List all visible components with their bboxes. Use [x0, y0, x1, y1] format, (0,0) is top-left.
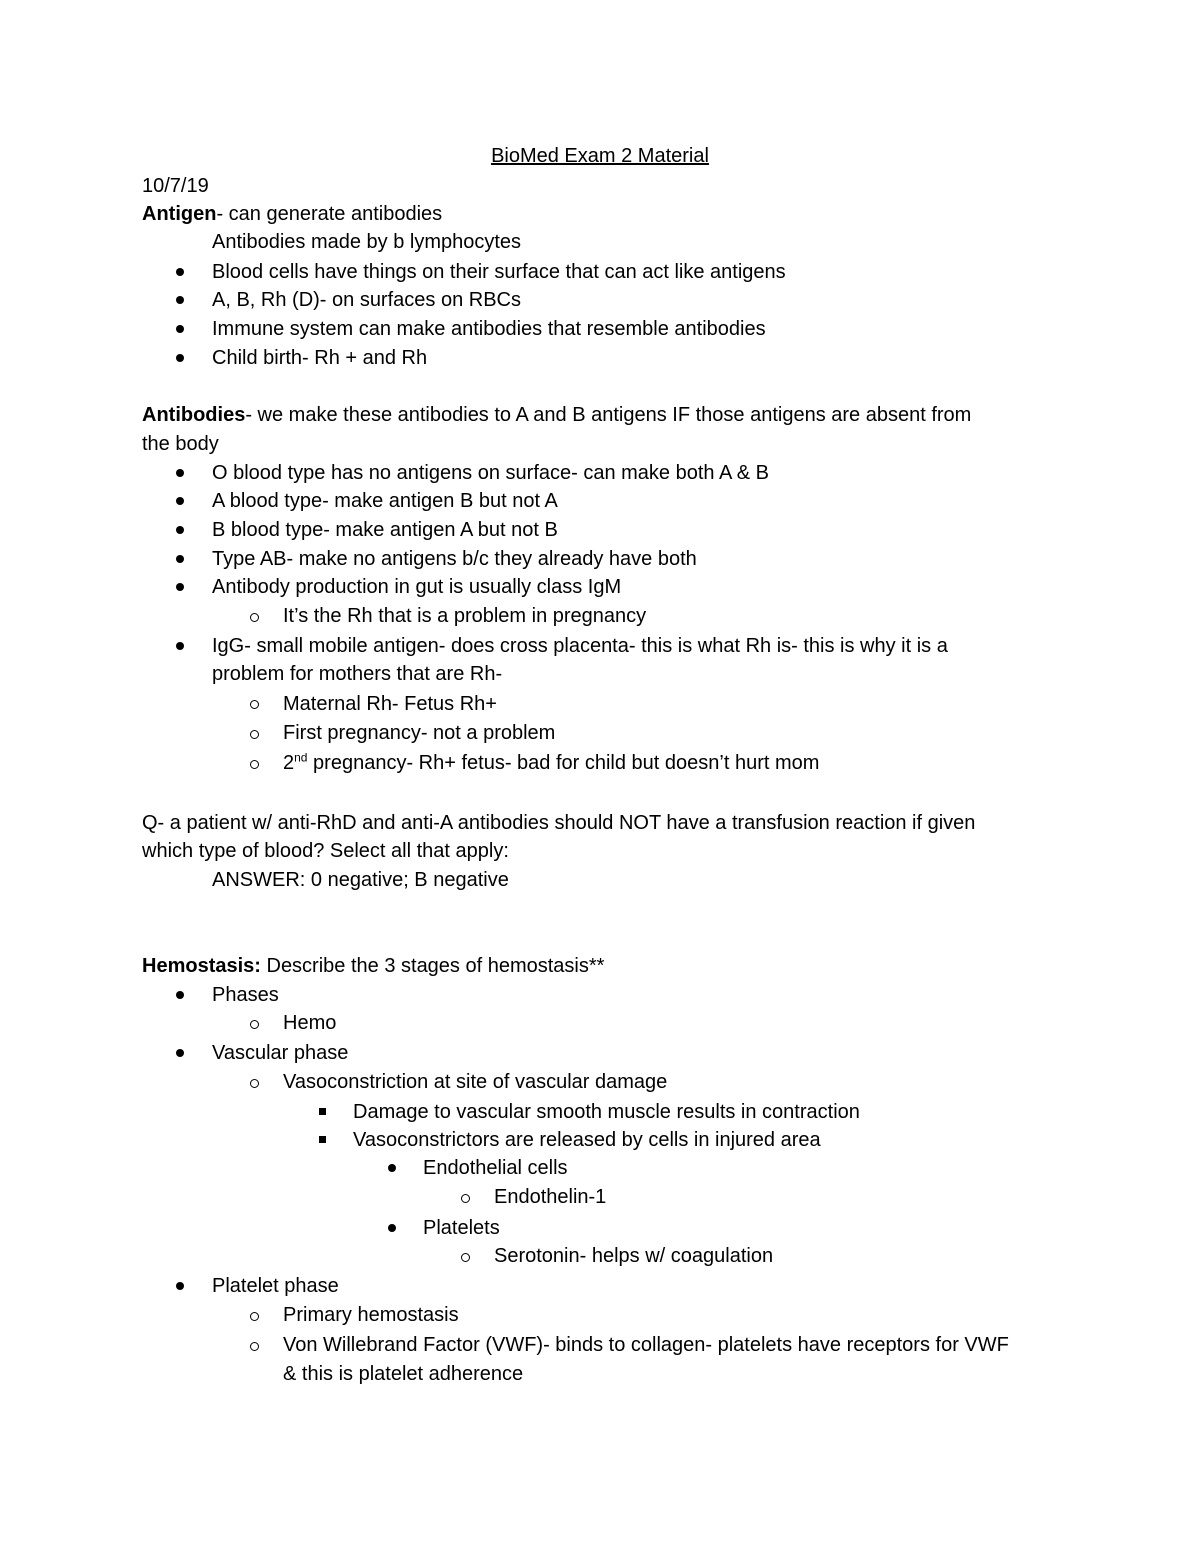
list-level4-item: Platelets	[423, 1217, 500, 1239]
list-item: Immune system can make antibodies that resemble antibodies	[212, 318, 766, 340]
antibodies-definition: - we make these antibodies to A and B antigens IF those antigens are absent from	[245, 404, 972, 426]
question-line: Q- a patient w/ anti-RhD and anti-A antibodies should NOT have a transfusion reaction if given	[142, 812, 976, 834]
bullet-dot-icon	[176, 991, 184, 999]
bullet-dot-icon	[176, 526, 184, 534]
hemostasis-prompt: Describe the 3 stages of hemostasis**	[260, 955, 605, 977]
list-item: O blood type has no antigens on surface- can make both A & B	[212, 462, 770, 484]
antigen-definition: - can generate antibodies	[216, 203, 443, 225]
bullet-circle-icon	[461, 1253, 470, 1262]
list-subitem: Von Willebrand Factor (VWF)- binds to collagen- platelets have receptors for VWF	[283, 1334, 1009, 1356]
list-item: A blood type- make antigen B but not A	[212, 490, 558, 512]
list-item: Blood cells have things on their surface that can act like antigens	[212, 261, 786, 283]
list-subitem: Primary hemostasis	[283, 1304, 459, 1326]
bullet-circle-icon	[250, 1079, 259, 1088]
bullet-dot-icon	[176, 1049, 184, 1057]
list-subitem	[283, 749, 819, 777]
antibodies-heading	[142, 401, 971, 429]
bullet-dot-icon	[176, 268, 184, 276]
list-item: IgG- small mobile antigen- does cross placenta- this is what Rh is- this is why it is a	[212, 635, 948, 657]
bullet-dot-icon	[388, 1224, 396, 1232]
bullet-circle-icon	[250, 1342, 259, 1351]
bullet-dot-icon	[176, 1282, 184, 1290]
bullet-circle-icon	[250, 730, 259, 739]
bullet-dot-icon	[388, 1164, 396, 1172]
list-level5-item: Serotonin- helps w/ coagulation	[494, 1245, 774, 1267]
bullet-circle-icon	[250, 613, 259, 622]
list-item: Type AB- make no antigens b/c they already have both	[212, 548, 697, 570]
ordinal-rest: pregnancy- Rh+ fetus- bad for child but doesn’t hurt mom	[307, 752, 820, 774]
ordinal-suffix: nd	[294, 750, 308, 765]
bullet-dot-icon	[176, 583, 184, 591]
list-item: Antibody production in gut is usually class IgM	[212, 576, 622, 598]
list-subitem: First pregnancy- not a problem	[283, 722, 556, 744]
list-subitem: Maternal Rh- Fetus Rh+	[283, 693, 497, 715]
page-title: BioMed Exam 2 Material	[491, 145, 709, 167]
bullet-circle-icon	[250, 760, 259, 769]
question-line: which type of blood? Select all that apply:	[142, 840, 509, 862]
list-subitem: Hemo	[283, 1012, 337, 1034]
bullet-circle-icon	[250, 1312, 259, 1321]
list-item: Child birth- Rh + and Rh	[212, 347, 428, 369]
antibodies-definition-cont: the body	[142, 433, 219, 455]
bullet-square-icon	[319, 1136, 326, 1143]
hemostasis-heading	[142, 952, 604, 980]
list-item: B blood type- make antigen A but not B	[212, 519, 558, 541]
list-level4-item: Endothelial cells	[423, 1157, 568, 1179]
bullet-dot-icon	[176, 469, 184, 477]
bullet-circle-icon	[461, 1194, 470, 1203]
antibodies-term: Antibodies	[142, 404, 246, 426]
list-subitem-cont: & this is platelet adherence	[283, 1363, 524, 1385]
hemostasis-term: Hemostasis:	[142, 955, 261, 977]
bullet-dot-icon	[176, 296, 184, 304]
list-item: A, B, Rh (D)- on surfaces on RBCs	[212, 289, 521, 311]
bullet-dot-icon	[176, 555, 184, 563]
bullet-circle-icon	[250, 700, 259, 709]
list-item: Phases	[212, 984, 279, 1006]
list-item: Platelet phase	[212, 1275, 339, 1297]
bullet-dot-icon	[176, 497, 184, 505]
answer: ANSWER: 0 negative; B negative	[212, 869, 509, 891]
date: 10/7/19	[142, 175, 209, 197]
list-subitem: Vasoconstriction at site of vascular damage	[283, 1071, 668, 1093]
ordinal-number: 2	[283, 752, 295, 774]
list-item: Vascular phase	[212, 1042, 349, 1064]
bullet-dot-icon	[176, 325, 184, 333]
list-subsubitem: Vasoconstrictors are released by cells in injured area	[353, 1129, 821, 1151]
list-level5-item: Endothelin-1	[494, 1186, 607, 1208]
list-subitem: It’s the Rh that is a problem in pregnancy	[283, 605, 647, 627]
list-item-cont: problem for mothers that are Rh-	[212, 663, 503, 685]
bullet-dot-icon	[176, 354, 184, 362]
bullet-dot-icon	[176, 642, 184, 650]
list-subsubitem: Damage to vascular smooth muscle results in contraction	[353, 1101, 860, 1123]
bullet-square-icon	[319, 1108, 326, 1115]
antigen-note: Antibodies made by b lymphocytes	[212, 231, 522, 253]
bullet-circle-icon	[250, 1020, 259, 1029]
antigen-term: Antigen	[142, 203, 217, 225]
antigen-heading	[142, 200, 442, 228]
